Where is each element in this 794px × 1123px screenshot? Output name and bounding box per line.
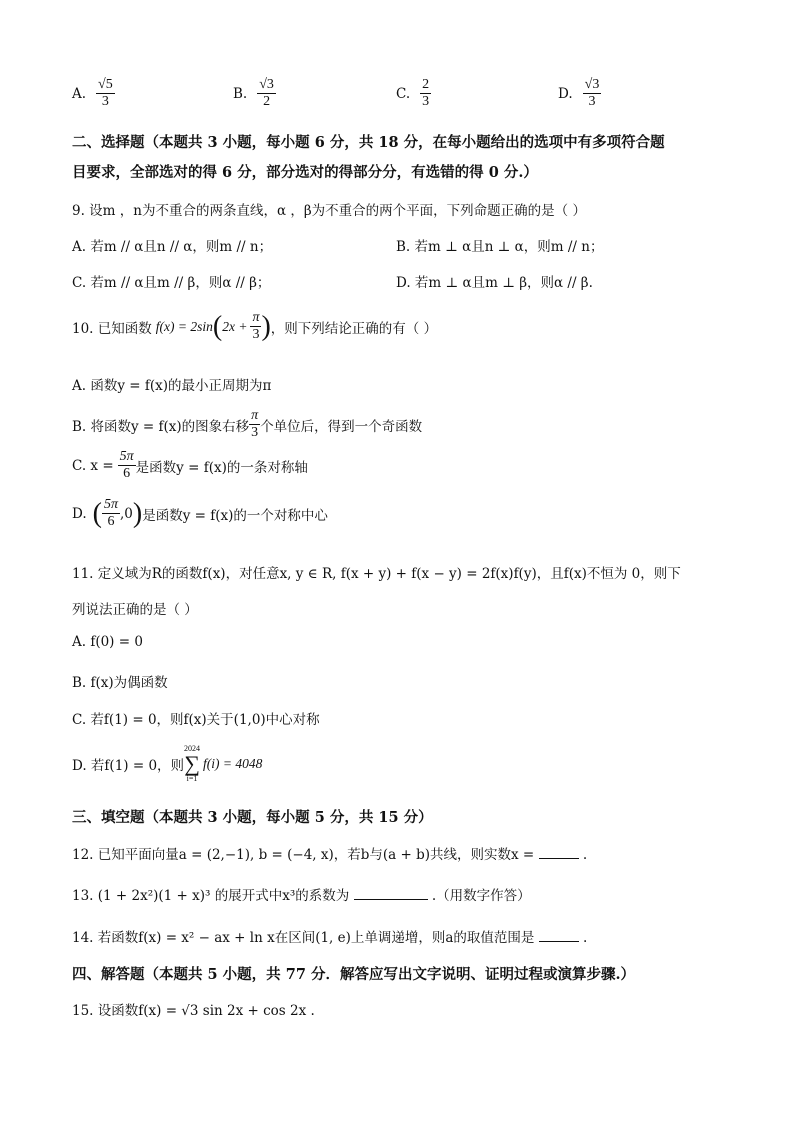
fraction <box>249 408 260 441</box>
numerator: 5π <box>102 497 120 514</box>
right-paren: ) <box>132 497 143 529</box>
q9-option-d: D. 若m ⊥ α且m ⊥ β，则α // β. <box>396 275 593 291</box>
denominator: 3 <box>251 425 259 441</box>
choice-letter: A. <box>72 85 87 102</box>
q13-text: 13. (1 + 2x²)(1 + x)³ 的展开式中x³的系数为 <box>72 888 350 904</box>
q11-stem-line1: 11. 定义域为R的函数f(x)，对任意x, y ∈ R, f(x + y) + f(x − y) = 2f(x)f(y)，且f(x)不恒为 0，则下 <box>72 566 681 582</box>
q10-argument: 2x + <box>222 318 248 334</box>
denominator: 3 <box>588 94 596 110</box>
section-3-heading: 三、填空题（本题共 3 小题，每小题 5 分，共 15 分） <box>72 809 433 826</box>
answer-blank[interactable] <box>539 927 579 942</box>
q12 <box>72 843 587 863</box>
q13 <box>72 884 531 904</box>
section-2-heading-line1: 二、选择题（本题共 3 小题，每小题 6 分，共 18 分，在每小题给出的选项中有多项符合题 <box>72 134 665 151</box>
denominator: 3 <box>101 94 109 110</box>
q11-option-a: A. f(0) = 0 <box>72 634 143 650</box>
q10-option-d <box>72 497 328 530</box>
section-4-heading: 四、解答题（本题共 5 小题，共 77 分．解答应写出文字说明、证明过程或演算步骤.） <box>72 966 636 983</box>
fraction <box>102 497 120 530</box>
q11-option-d-prefix: D. 若f(1) = 0，则 <box>72 758 185 774</box>
choice-letter: D. <box>558 85 573 102</box>
q10-option-b <box>72 408 422 441</box>
fraction <box>118 449 136 482</box>
sigma-symbol: ∑ <box>184 751 200 776</box>
summation <box>184 745 200 783</box>
q10-stem <box>72 310 437 343</box>
q14 <box>72 926 587 946</box>
denominator: 2 <box>263 94 271 110</box>
right-paren: ) <box>261 310 271 342</box>
numerator: π <box>249 408 260 425</box>
denominator: 3 <box>422 94 430 110</box>
q10-option-b-suffix: 个单位后，得到一个奇函数 <box>260 418 423 435</box>
choice-d <box>558 77 601 110</box>
q10-prefix: 10. 已知函数 <box>72 320 152 337</box>
q12-text: 12. 已知平面向量a = (2,−1), b = (−4, x)，若b与(a + b)共线，则实数x = <box>72 847 535 863</box>
sum-lower-limit: i=1 <box>186 774 198 783</box>
choice-letter: C. <box>396 85 411 102</box>
q12-end: . <box>582 847 588 863</box>
q11-option-d <box>72 745 262 783</box>
q11-option-b: B. f(x)为偶函数 <box>72 675 168 691</box>
fraction <box>257 77 276 110</box>
q10-suffix: ，则下列结论正确的有（ ） <box>270 320 438 337</box>
q9-option-b: B. 若m ⊥ α且n ⊥ α，则m // n； <box>396 239 604 255</box>
q14-text: 14. 若函数f(x) = x² − ax + ln x在区间(1, e)上单调递增，则a的取值范围是 <box>72 930 535 946</box>
numerator: 5π <box>118 449 136 466</box>
fraction <box>583 77 602 110</box>
choice-letter: B. <box>233 85 248 102</box>
numerator: √3 <box>583 77 602 94</box>
fraction <box>420 77 431 110</box>
q14-end: . <box>583 930 588 946</box>
q9-option-a: A. 若m // α且n // α，则m // n； <box>72 239 273 255</box>
q10-function: f(x) = 2sin <box>155 318 213 334</box>
answer-blank[interactable] <box>354 885 428 900</box>
q15-stem: 15. 设函数f(x) = √3 sin 2x + cos 2x . <box>72 1003 315 1019</box>
choice-b <box>233 77 276 110</box>
left-paren: ( <box>212 310 223 342</box>
denominator: 3 <box>252 327 260 343</box>
choice-c <box>396 77 431 110</box>
q10-option-d-coord: ,0 <box>119 505 133 522</box>
q11-option-d-suffix: f(i) = 4048 <box>203 756 263 771</box>
q10-option-d-suffix: 是函数y = f(x)的一个对称中心 <box>142 507 328 524</box>
numerator: π <box>250 310 261 327</box>
answer-blank[interactable] <box>539 844 579 859</box>
q10-option-d-prefix: D. <box>72 505 87 522</box>
section-2-heading-line2: 目要求，全部选对的得 6 分，部分选对的得部分分，有选错的得 0 分.） <box>72 164 538 181</box>
sum-upper-limit: 2024 <box>184 744 201 753</box>
numerator: √3 <box>257 77 276 94</box>
fraction <box>250 310 261 343</box>
q10-option-a: A. 函数y = f(x)的最小正周期为π <box>72 378 272 394</box>
left-paren: ( <box>92 497 102 529</box>
q9-option-c: C. 若m // α且m // β，则α // β； <box>72 275 271 291</box>
numerator: √5 <box>96 77 115 94</box>
q10-option-b-prefix: B. 将函数y = f(x)的图象右移 <box>72 418 250 435</box>
q11-stem-line2: 列说法正确的是（ ） <box>72 602 198 618</box>
denominator: 6 <box>123 466 131 482</box>
numerator: 2 <box>420 77 431 94</box>
q10-option-c <box>72 449 308 482</box>
q10-option-c-suffix: 是函数y = f(x)的一条对称轴 <box>135 459 308 476</box>
q9-stem: 9. 设m ，n为不重合的两条直线，α ，β为不重合的两个平面，下列命题正确的是（ ） <box>72 203 586 219</box>
q11-option-c: C. 若f(1) = 0，则f(x)关于(1,0)中心对称 <box>72 712 320 728</box>
q10-option-c-prefix: C. x = <box>72 457 114 474</box>
choice-a <box>72 77 115 110</box>
denominator: 6 <box>107 514 115 530</box>
q13-end: .（用数字作答） <box>431 888 531 904</box>
fraction <box>96 77 115 110</box>
